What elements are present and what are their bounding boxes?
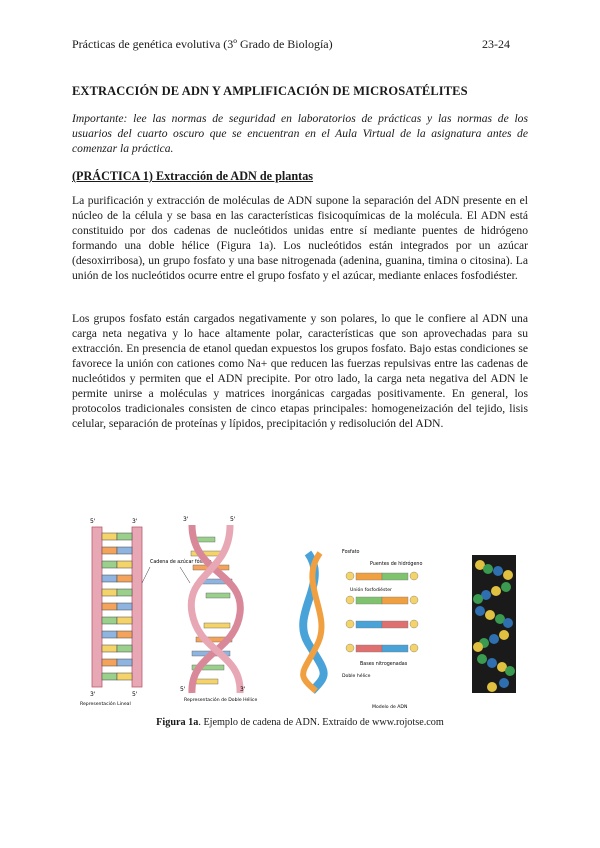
hydrogen-bonds-label: Puentes de hidrógeno	[370, 562, 423, 567]
dna-model-label: Modelo de ADN	[372, 705, 408, 710]
section-title: (PRÁCTICA 1) Extracción de ADN de plantas	[72, 169, 314, 183]
document-title: EXTRACCIÓN DE ADN Y AMPLIFICACIÓN DE MICROSATÉLITES	[72, 84, 468, 98]
figure-caption-text: . Ejemplo de cadena de ADN. Extraído de www.rojotse.com	[198, 717, 444, 728]
paragraph-dna-structure: La purificación y extracción de moléculas de ADN supone la separación del ADN presente en el núcleo de la célula y se basa en las características fisicoquímicas de la molécula. El ADN está constituido por dos cadenas de nucleótidos unidas entre sí mediante puentes de hidrógeno formando una doble hélice (Figura 1a). Los nucleótidos están integrados por un azúcar (desoxirribosa), un grupo fosfato y una base nitrogenada (adenina, guanina, timina o citosina). La unión de los nucleótidos ocurre entre el grupo fosfato y el azúcar, mediante enlaces fosfodiéster.	[72, 194, 528, 282]
figure-caption-label: Figura 1a	[156, 717, 199, 728]
double-helix-representation-label: Representación de Doble Hélice	[184, 698, 258, 703]
helix-3-prime-top: 3'	[183, 516, 189, 523]
strand-3-prime-top: 3'	[132, 518, 138, 525]
phosphodiester-bond-label: Unión fosfodiéster	[350, 588, 392, 593]
header-year: 23-24	[482, 37, 510, 51]
strand-5-prime-bottom: 5'	[132, 691, 138, 698]
paragraph-dna-extraction: Los grupos fosfato están cargados negativamente y son polares, lo que le confiere al ADN una carga neta negativa y lo hace altamente polar, características que son aprovechadas para su extracción. En presencia de etanol quedan expuestos los grupos fosfato. Bajo estas condiciones se favorece la unión con cationes como Na+ que reducen las fuerzas repulsivas entre las cadenas de nucleótidos y permiten que el ADN precipite. Por otro lado, la carga neta negativa del ADN le permite unirse a moléculas y matrices inorgánicas cargadas positivamente. En general, los protocolos tradicionales consisten de cinco etapas principales: homogeneización del tejido, lisis celular, separación de proteínas y lípidos, precipitación y redisolución del ADN.	[72, 312, 528, 430]
helix-3-prime-bottom: 3'	[240, 686, 246, 693]
double-helix-label: Doble hélice	[342, 674, 371, 679]
dna-figure	[80, 513, 530, 713]
sugar-phosphate-chain-label: Cadena de azúcar fósforo	[150, 560, 212, 565]
space-filling-dna-model	[472, 555, 516, 693]
page-header	[72, 37, 510, 52]
figure-caption	[0, 717, 600, 728]
helix-5-prime-bottom: 5'	[180, 686, 186, 693]
strand-5-prime-top: 5'	[90, 518, 96, 525]
linear-dna-diagram	[80, 518, 142, 707]
important-notice: Importante: lee las normas de seguridad en laboratorios de prácticas y las normas de los usuarios del cuarto oscuro que se encuentran en el Aula Virtual de la asignatura antes de comenzar la práctica.	[72, 112, 528, 155]
phosphate-label: Fosfato	[342, 550, 360, 555]
strand-3-prime-bottom: 3'	[90, 691, 96, 698]
helix-5-prime-top: 5'	[230, 516, 236, 523]
double-helix-diagram	[180, 516, 257, 703]
nitrogenous-bases-label: Bases nitrogenadas	[360, 662, 408, 667]
dna-model-diagram	[303, 549, 422, 710]
linear-representation-label: Representación Lineal	[80, 702, 131, 707]
header-course-title: Prácticas de genética evolutiva (3º Grado de Biología)	[72, 37, 333, 51]
